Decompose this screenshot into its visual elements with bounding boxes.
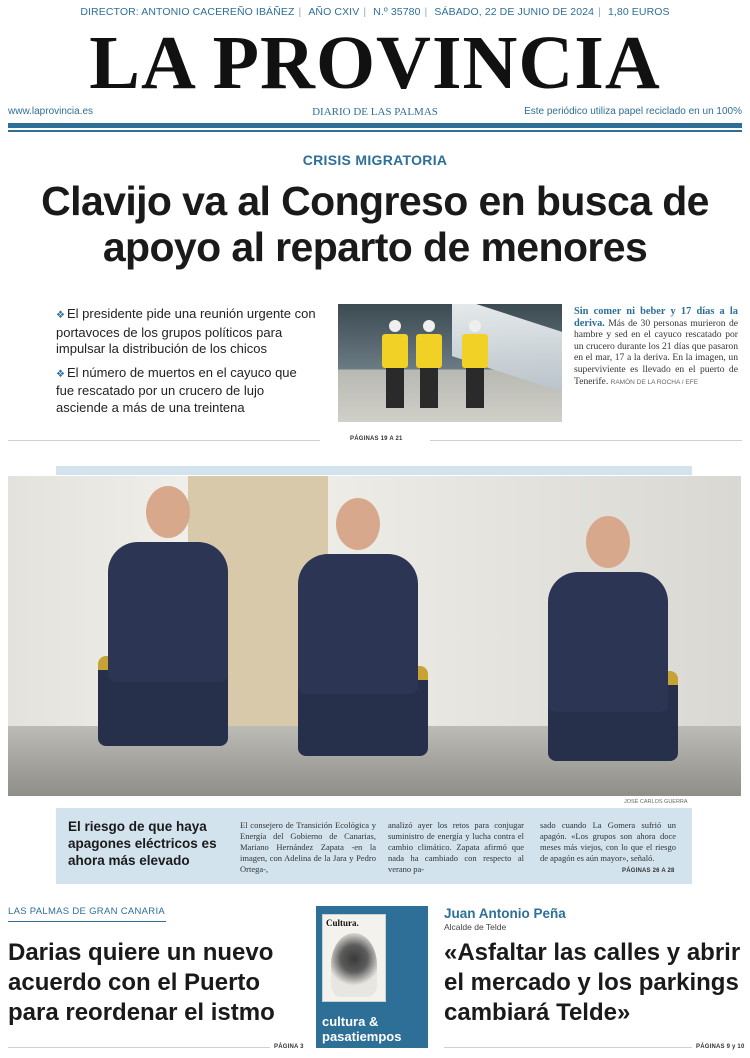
divider [8,440,320,441]
supplement-cover [322,914,386,1002]
energy-text-col-3: sado cuando La Gomera sufrió un apagón. «Los grupos son ahora doce meses más viejos, con lo que el riesgo de apagón es aún mayor», señaló. [540,820,676,863]
divider [444,1047,692,1048]
masthead-rule [8,123,742,128]
energy-text-col-1: El consejero de Transición Ecológica y Energía del Gobierno de Canarias, Mariano Hernández Zapata -en la imagen, con Adelina de la Jara y Pedro Ortega-, [240,820,376,874]
caption-text: Más de 30 personas murieron de hambre y sed en el cayuco rescatado por un crucero durante los 21 días que pasaron en el mar, 17 a la deriva. En la imagen, un superviviente es llevado en el puerto de Tenerife. [574,317,738,387]
accent-bar [56,466,692,475]
telde-headline[interactable]: «Asfaltar las calles y abrir el mercado y los parkings cambiará Telde» [444,939,741,1026]
section-tag: LAS PALMAS DE GRAN CANARIA [8,906,166,917]
cover-title: Cultura. [326,918,359,928]
issue-date: SÁBADO, 22 DE JUNIO DE 2024 [434,6,595,18]
recycled-note: Este periódico utiliza papel reciclado en un 100% [524,106,742,117]
lead-photo[interactable] [338,304,562,422]
website-link[interactable]: www.laprovincia.es [8,106,94,117]
year-text: AÑO CXIV [308,6,360,18]
lead-kicker: CRISIS MIGRATORIA [302,152,448,168]
masthead-info-line: DIRECTOR: ANTONIO CACEREÑO IBÁÑEZ | AÑO CXIV | N.º 35780 | SÁBADO, 22 DE JUNIO DE 2024 | 1,80 EUROS [0,6,750,18]
divider [430,440,742,441]
lead-headline[interactable]: Clavijo va al Congreso en busca de apoyo al reparto de menores [41,178,709,270]
section-rule [8,921,166,922]
lead-bullets [56,306,316,423]
photo-credit: JOSÉ CARLOS GUERRA [624,799,688,805]
price: 1,80 EUROS [607,6,670,18]
speaker-figure [298,498,418,694]
culture-supplement-promo[interactable] [316,906,428,1048]
lead-photo-caption [574,306,738,388]
darias-headline[interactable]: Darias quiere un nuevo acuerdo con el Puerto para reordenar el istmo [8,939,275,1026]
photo-credit: RAMÓN DE LA ROCHA / EFE [610,378,699,386]
newspaper-title: LA PROVINCIA [89,21,661,105]
energy-headline[interactable]: El riesgo de que haya apagones eléctricos es ahora más elevado [68,819,217,868]
lead-bullet: ❖ El número de muertos en el cayuco que fue rescatado por un crucero de lujo asciende a más de una treintena [56,364,297,415]
interviewee-role: Alcalde de Telde [444,922,507,932]
darias-pages: PÁGINA 3 [274,1044,304,1050]
divider [8,1047,270,1048]
masthead-rule-thin [8,130,742,132]
newspaper-subtitle: DIARIO DE LAS PALMAS [312,106,438,118]
cover-illustration [331,933,377,997]
rescue-worker-figure [462,320,488,412]
energy-text-col-2: analizó ayer los retos para conjugar suministro de energía y lucha contra el cambio climático. Zapata afirmó que nada ha cambiado con respecto al verano pa- [388,820,524,874]
bullet-icon: ❖ [56,368,65,380]
speaker-figure [548,516,668,712]
rescue-worker-figure [382,320,408,412]
masthead-subline [8,106,742,120]
lead-pages: PÁGINAS 19 A 21 [350,436,403,442]
director-text: DIRECTOR: ANTONIO CACEREÑO IBÁÑEZ [80,6,295,18]
energy-pages: PÁGINAS 26 A 28 [622,868,675,874]
energy-photo[interactable] [8,476,741,796]
interviewee-name: Juan Antonio Peña [444,906,566,921]
rescue-worker-figure [416,320,442,412]
lead-bullet: ❖ El presidente pide una reunión urgente con portavoces de los grupos políticos para impulsar la distribución de los chicos [56,306,316,356]
speaker-figure [108,486,228,682]
caption-title: Sin comer ni beber y 17 días a la deriva. [574,306,738,329]
issue-number: N.º 35780 [373,6,421,18]
telde-pages: PÁGINAS 9 y 10 [696,1044,745,1050]
bullet-icon: ❖ [56,310,65,321]
supplement-label: cultura & pasatiempos [322,1014,402,1044]
